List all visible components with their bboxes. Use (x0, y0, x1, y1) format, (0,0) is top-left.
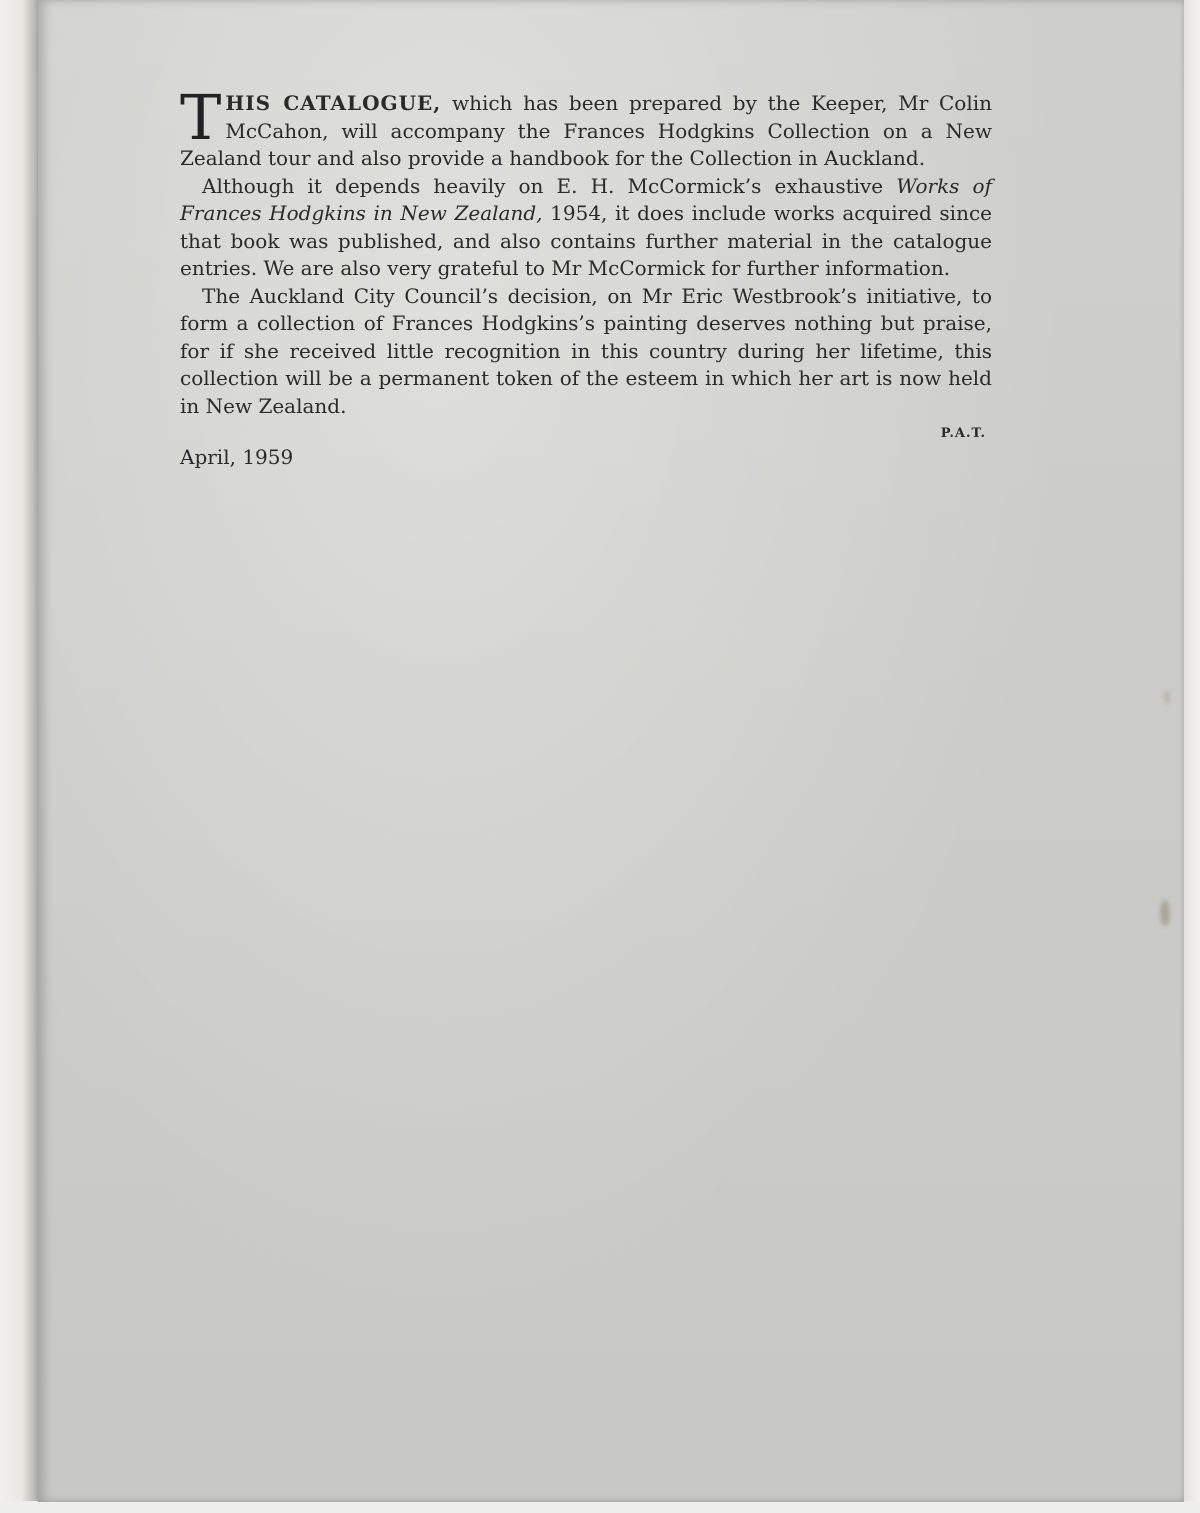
catalogue-page (38, 0, 1184, 1502)
paragraph-sources (180, 173, 992, 283)
paragraph-council: The Auckland City Council’s decision, on Mr Eric Westbrook’s initiative, to form a collection of Frances Hodgkins’s painting deserves nothing but praise, for if she received little recognition in this country during her lifetime, this collection will be a permanent token of the esteem in which her art is now held in New Zealand. (180, 283, 992, 418)
cover-edge (0, 0, 40, 1513)
paragraph-sources-before: Although it depends heavily on E. H. McCormick’s exhaustive (202, 173, 897, 198)
signature-initials: P.A.T. (940, 426, 986, 441)
paragraph-intro (180, 81, 992, 173)
page-stain (1160, 900, 1170, 926)
document-date: April, 1959 (180, 445, 294, 469)
backdrop-bottom (0, 1501, 1200, 1513)
page-stain (1164, 690, 1170, 704)
paragraph-sources-after: 1954, it does include works acquired since that book was published, and also contains further material in the catalogue entries. We are also very grateful to Mr McCormick for further information. (180, 201, 992, 280)
paragraph-intro-text: which has been prepared by the Keeper, Mr Colin McCahon, will accompany the Frances Hodgkins Collection on a New Zealand tour and also provide a handbook for the Collection in Auckland. (180, 91, 992, 170)
book-title: Works of Frances Hodgkins in New Zealand, (180, 173, 993, 225)
lead-words: HIS CATALOGUE, (225, 91, 442, 115)
backdrop-edge (1184, 0, 1200, 1513)
preface-text (180, 81, 993, 471)
drop-cap: T (180, 81, 222, 154)
